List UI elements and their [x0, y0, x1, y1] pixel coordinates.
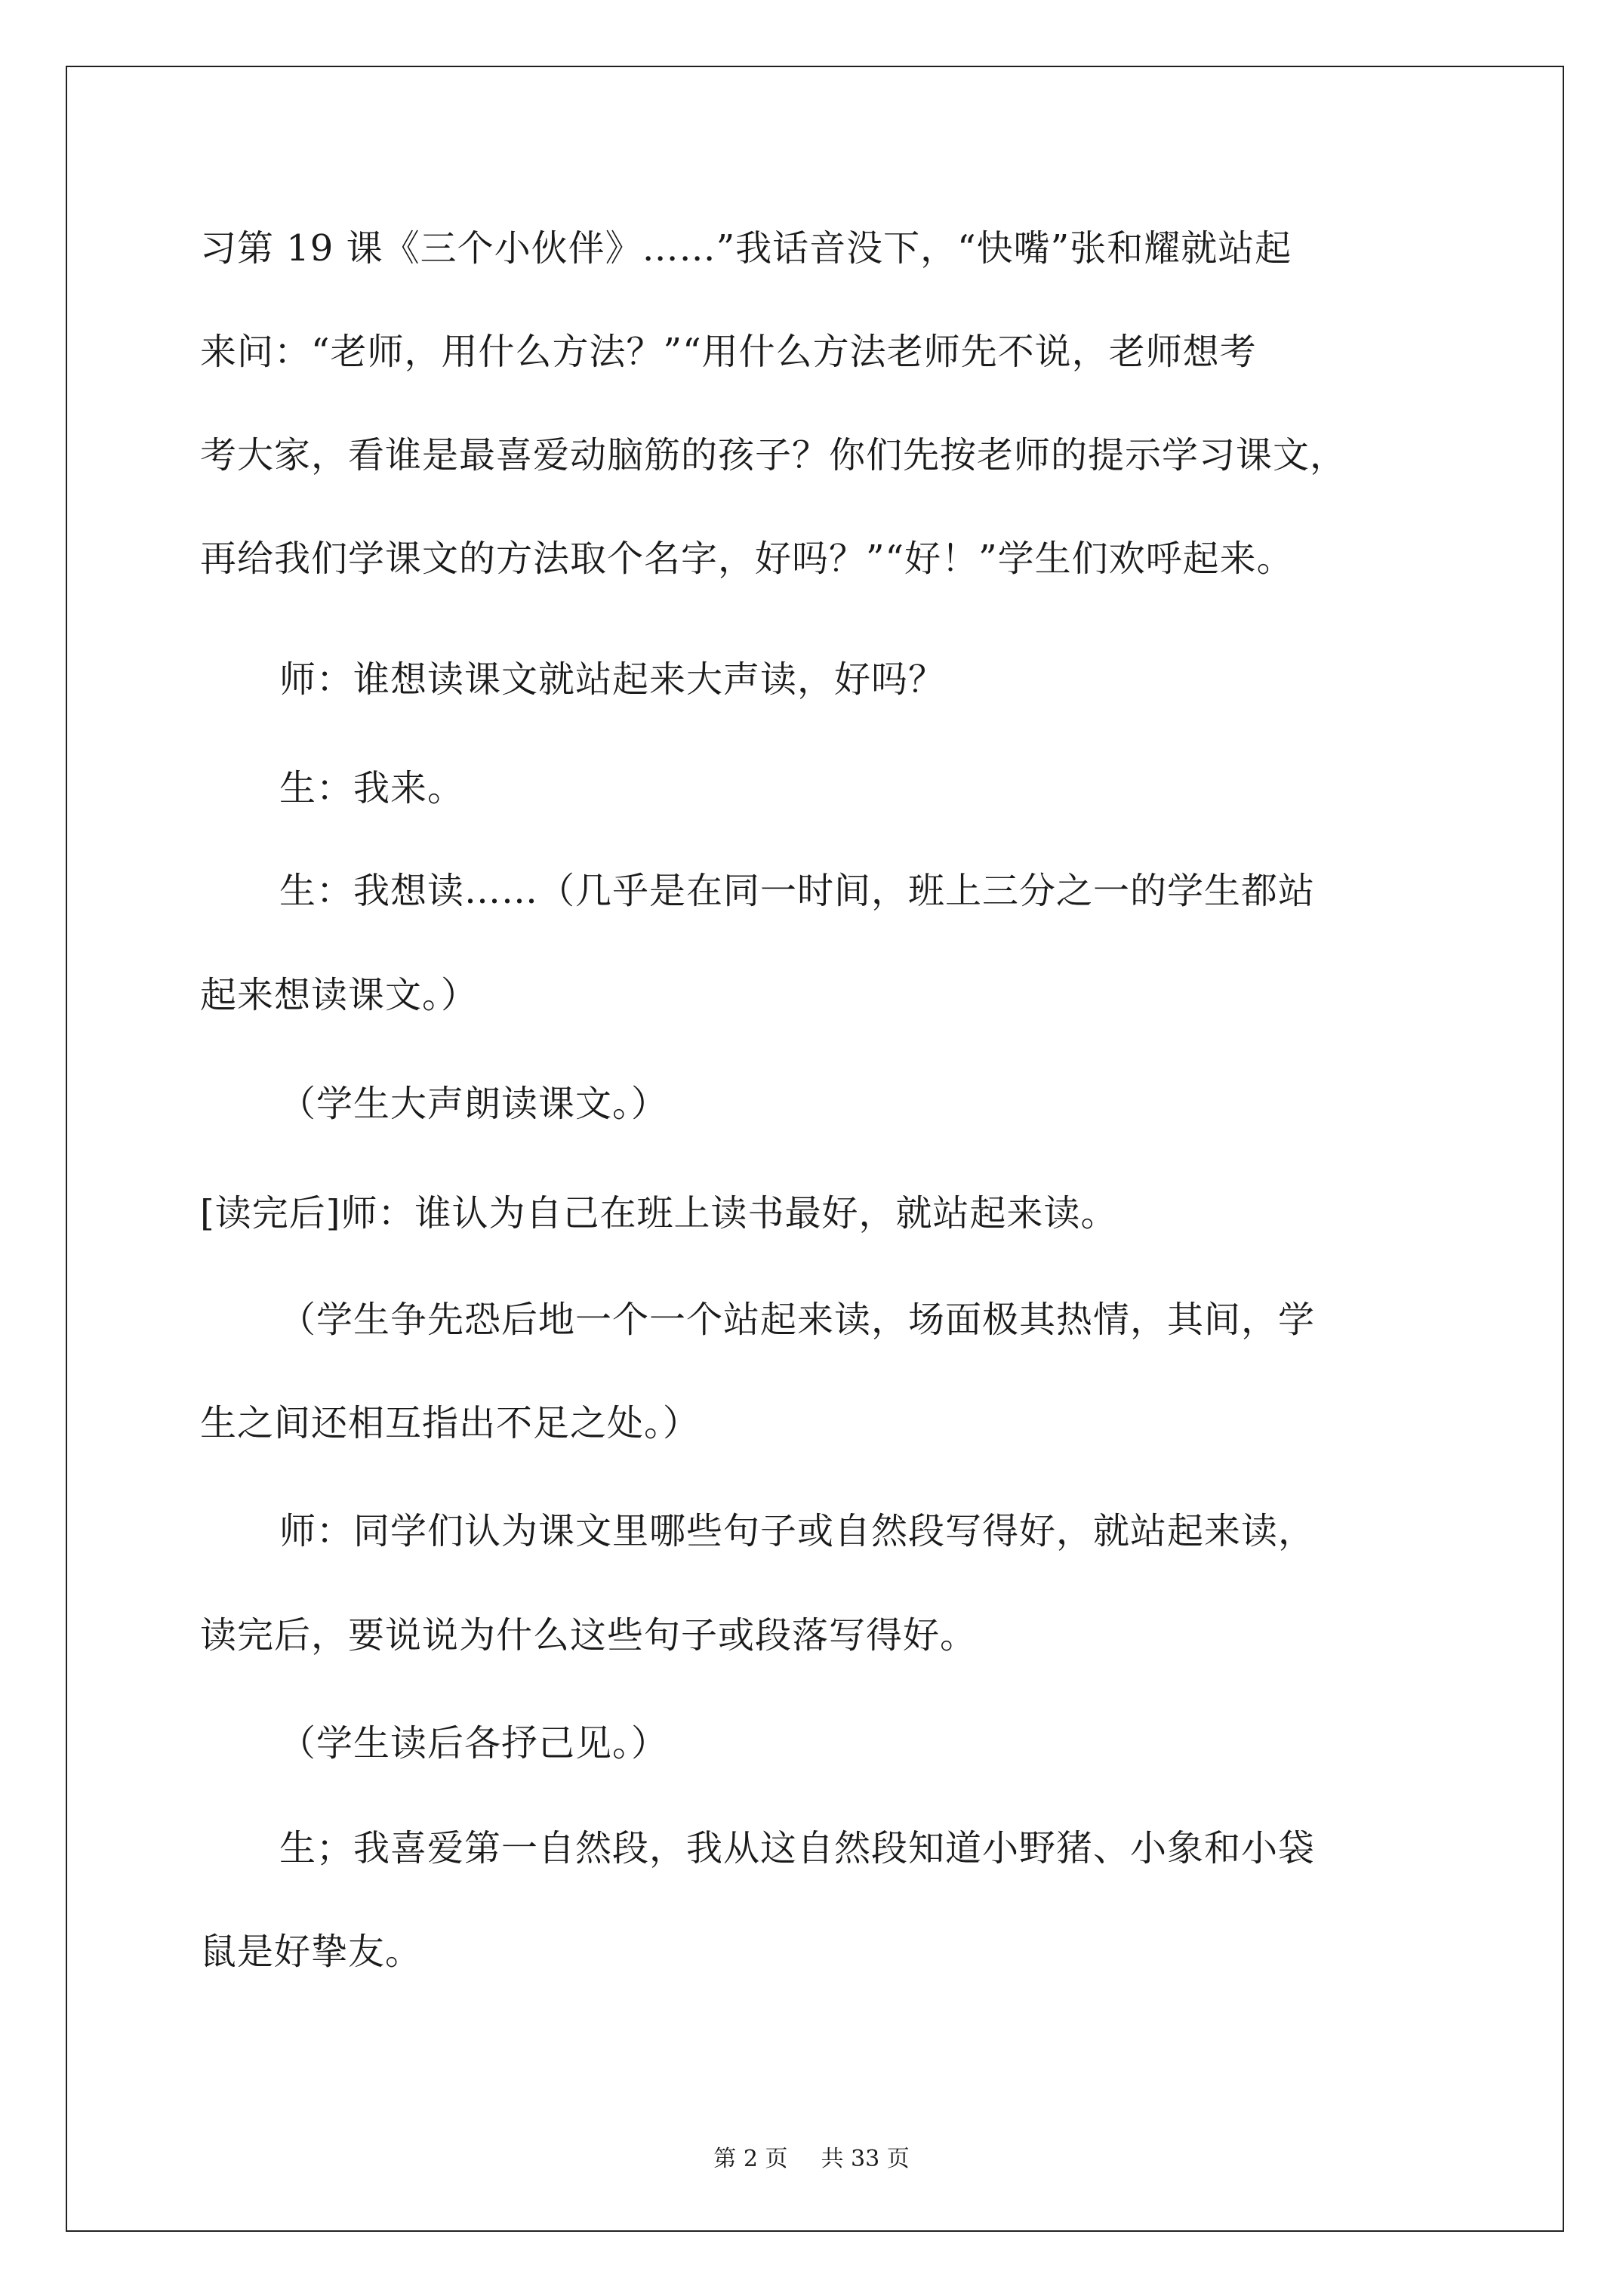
text-line-1: 习第 19 课《三个小伙伴》……”我话音没下，“快嘴”张和耀就站起 — [200, 227, 1292, 270]
text-line-15: （学生读后各抒己见。） — [279, 1722, 669, 1764]
page-footer — [0, 2144, 1623, 2174]
text-line-16: 生；我喜爱第一自然段，我从这自然段知道小野猪、小象和小袋 — [279, 1827, 1316, 1869]
text-line-10: [读完后]师：谁认为自己在班上读书最好，就站起来读。 — [200, 1192, 1118, 1234]
text-line-2: 来问：“老师，用什么方法？”“用什么方法老师先不说，老师想考 — [200, 331, 1257, 373]
text-line-13: 师：同学们认为课文里哪些句子或自然段写得好，就站起来读， — [279, 1510, 1316, 1552]
text-line-3: 考大家，看谁是最喜爱动脑筋的孩子？你们先按老师的提示学习课文， — [200, 434, 1347, 476]
text-line-4: 再给我们学课文的方法取个名字，好吗？”“好！”学生们欢呼起来。 — [200, 538, 1294, 580]
text-line-9: （学生大声朗读课文。） — [279, 1083, 669, 1125]
text-line-12: 生之间还相互指出不足之处。） — [200, 1402, 701, 1444]
text-line-17: 鼠是好挚友。 — [200, 1931, 423, 1973]
page-total: 共 33 页 — [821, 2146, 910, 2172]
page-number: 第 2 页 — [713, 2146, 788, 2172]
text-line-11: （学生争先恐后地一个一个站起来读，场面极其热情，其间，学 — [279, 1299, 1316, 1341]
page-border — [66, 66, 1564, 2232]
text-line-6: 生：我来。 — [279, 767, 465, 809]
text-line-7: 生：我想读……（几乎是在同一时间，班上三分之一的学生都站 — [279, 870, 1316, 912]
text-line-5: 师：谁想读课文就站起来大声读，好吗？ — [279, 658, 946, 701]
text-line-8: 起来想读课文。） — [200, 974, 479, 1016]
text-line-14: 读完后，要说说为什么这些句子或段落写得好。 — [200, 1614, 978, 1657]
